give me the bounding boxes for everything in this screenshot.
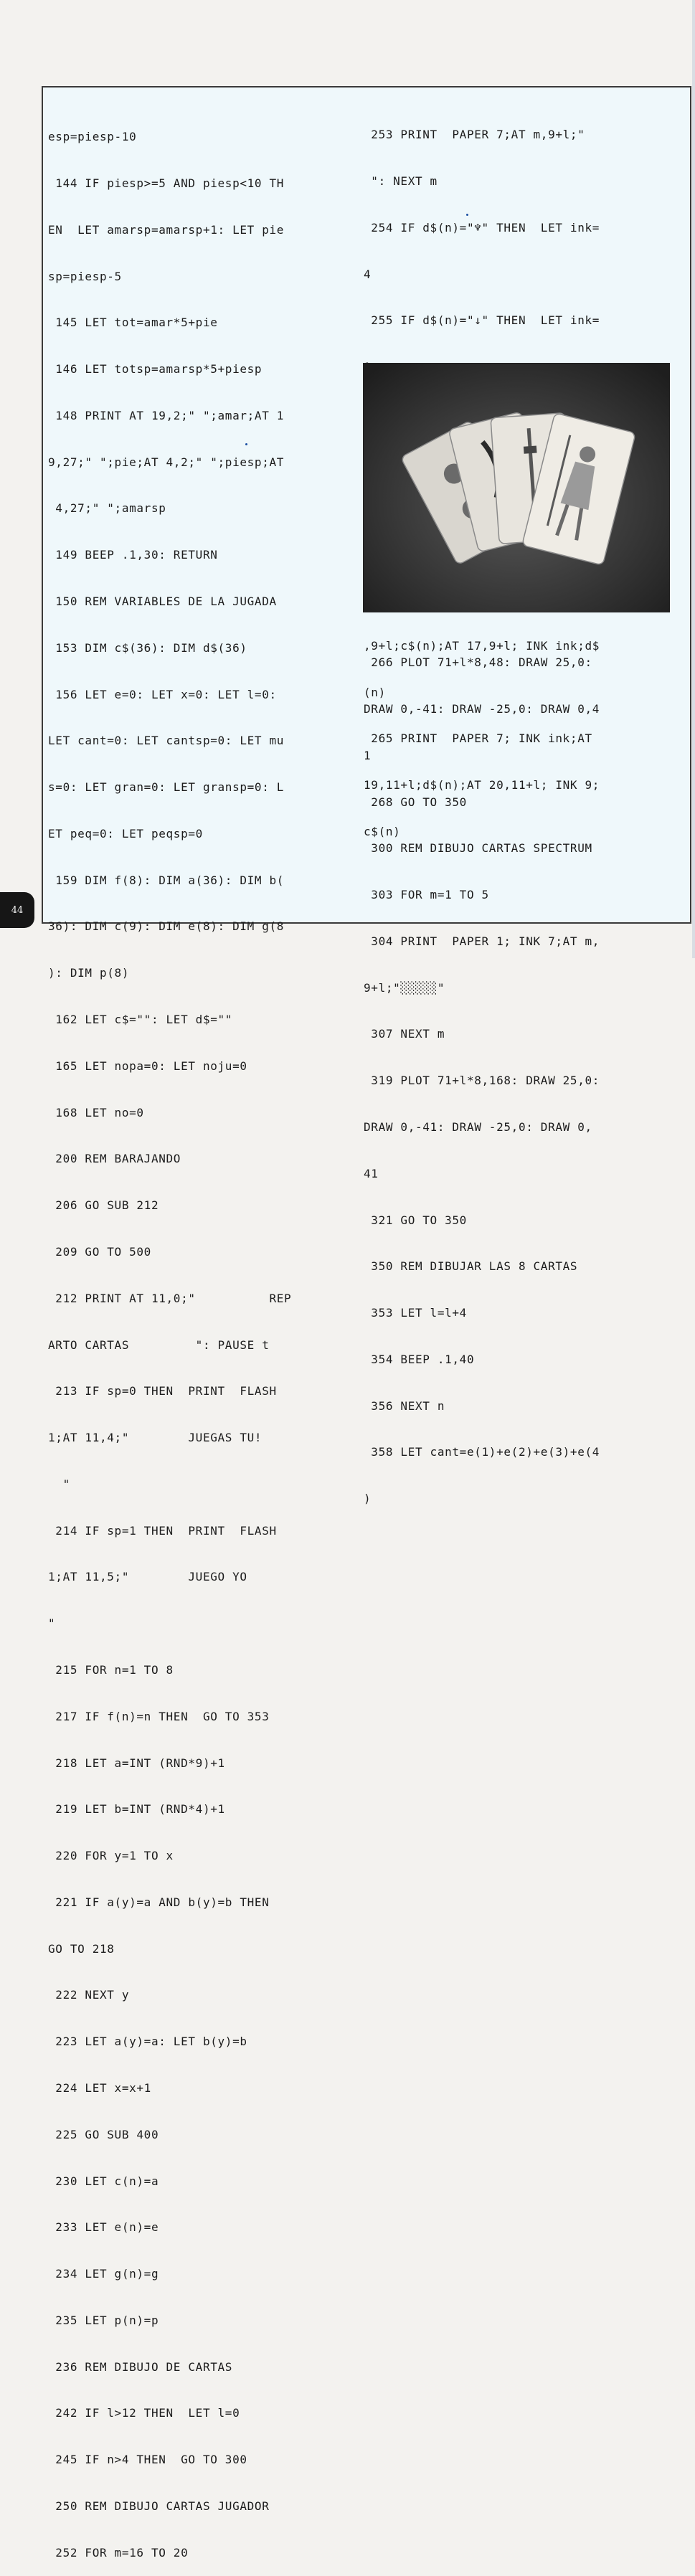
code-line: 219 LET b=INT (RND*4)+1 [48, 1802, 225, 1817]
code-line: 215 FOR n=1 TO 8 [48, 1662, 174, 1677]
code-line: 321 GO TO 350 [364, 1213, 467, 1227]
print-speck [245, 443, 247, 445]
code-line: 36): DIM c(9): DIM e(8): DIM g(8 [48, 919, 285, 934]
code-line: ,9+l;c$(n);AT 17,9+l; INK ink;d$ [364, 638, 600, 653]
code-line: 265 PRINT PAPER 7; INK ink;AT [364, 731, 592, 746]
code-line: 206 GO SUB 212 [48, 1198, 159, 1213]
page-number: 44 [11, 904, 24, 916]
code-line: (n) [364, 685, 386, 699]
code-line: 213 IF sp=0 THEN PRINT FLASH [48, 1384, 277, 1398]
code-line: 159 DIM f(8): DIM a(36): DIM b( [48, 873, 285, 887]
code-line: 266 PLOT 71+l*8,48: DRAW 25,0: [364, 655, 592, 670]
code-line: 165 LET nopa=0: LET noju=0 [48, 1059, 247, 1073]
code-line: ET peq=0: LET peqsp=0 [48, 826, 203, 840]
code-line: 212 PRINT AT 11,0;" REP [48, 1291, 292, 1305]
code-line: 9+l;"░░░░░" [364, 980, 445, 995]
code-line: 4,27;" ";amarsp [48, 501, 166, 516]
code-line: 168 LET no=0 [48, 1105, 144, 1119]
code-line: 222 NEXT y [48, 1988, 130, 2002]
code-line: 234 LET g(n)=g [48, 2267, 159, 2281]
code-line: 354 BEEP .1,40 [364, 1352, 475, 1366]
code-line: 225 GO SUB 400 [48, 2127, 159, 2141]
code-line: 145 LET tot=amar*5+pie [48, 316, 218, 330]
code-line: 9,27;" ";pie;AT 4,2;" ";piesp;AT [48, 455, 285, 469]
code-line: 235 LET p(n)=p [48, 2313, 159, 2327]
code-line: 41 [364, 1166, 379, 1180]
code-line: ARTO CARTAS ": PAUSE t [48, 1337, 270, 1352]
code-line: LET cant=0: LET cantsp=0: LET mu [48, 734, 285, 748]
code-line: 236 REM DIBUJO DE CARTAS [48, 2359, 233, 2374]
code-line: 350 REM DIBUJAR LAS 8 CARTAS [364, 1259, 578, 1274]
code-line: GO TO 218 [48, 1941, 115, 1956]
code-line: ): DIM p(8) [48, 966, 130, 980]
code-line: 214 IF sp=1 THEN PRINT FLASH [48, 1523, 277, 1538]
code-line: 356 NEXT n [364, 1398, 445, 1413]
page-edge-stripe [692, 0, 695, 958]
code-line: 162 LET c$="": LET d$="" [48, 1013, 233, 1027]
code-line: 200 REM BARAJANDO [48, 1152, 181, 1166]
code-line: 254 IF d$(n)="♆" THEN LET ink= [364, 220, 600, 235]
code-line: 149 BEEP .1,30: RETURN [48, 548, 218, 562]
code-line: ": NEXT m [364, 174, 438, 188]
code-line: EN LET amarsp=amarsp+1: LET pie [48, 222, 285, 237]
code-line: 209 GO TO 500 [48, 1244, 151, 1259]
code-line: 156 LET e=0: LET x=0: LET l=0: [48, 687, 277, 701]
code-line: 242 IF l>12 THEN LET l=0 [48, 2406, 240, 2420]
code-line: 19,11+l;d$(n);AT 20,11+l; INK 9; [364, 778, 600, 792]
code-line: 303 FOR m=1 TO 5 [364, 888, 489, 902]
code-line: sp=piesp-5 [48, 269, 122, 283]
code-line: 4 [364, 267, 372, 281]
code-line: 1;AT 11,4;" JUEGAS TU! [48, 1431, 263, 1445]
code-line: 144 IF piesp>=5 AND piesp<10 TH [48, 176, 285, 190]
code-line: ) [364, 1492, 372, 1506]
code-line: 253 PRINT PAPER 7;AT m,9+l;" [364, 128, 585, 142]
code-line: 220 FOR y=1 TO x [48, 1849, 174, 1863]
playing-cards-photo [363, 363, 670, 612]
code-line: 358 LET cant=e(1)+e(2)+e(3)+e(4 [364, 1445, 600, 1459]
code-line: DRAW 0,-41: DRAW -25,0: DRAW 0, [364, 1120, 592, 1134]
code-line: 1;AT 11,5;" JUEGO YO [48, 1570, 247, 1584]
code-line: 304 PRINT PAPER 1; INK 7;AT m, [364, 934, 600, 948]
code-line: 224 LET x=x+1 [48, 2081, 151, 2095]
code-line: 218 LET a=INT (RND*9)+1 [48, 1756, 225, 1770]
page-number-badge [0, 892, 34, 928]
code-line: 252 FOR m=16 TO 20 [48, 2545, 189, 2560]
code-line: 221 IF a(y)=a AND b(y)=b THEN [48, 1895, 270, 1909]
code-line: 319 PLOT 71+l*8,168: DRAW 25,0: [364, 1074, 600, 1088]
listing-left-column [48, 98, 291, 2576]
code-line: esp=piesp-10 [48, 130, 137, 144]
code-line: 148 PRINT AT 19,2;" ";amar;AT 1 [48, 408, 285, 422]
code-line: 255 IF d$(n)="↓" THEN LET ink= [364, 313, 600, 328]
code-line: s=0: LET gran=0: LET gransp=0: L [48, 780, 285, 795]
code-line: 146 LET totsp=amarsp*5+piesp [48, 362, 263, 377]
code-line: 217 IF f(n)=n THEN GO TO 353 [48, 1709, 270, 1723]
code-line: 153 DIM c$(36): DIM d$(36) [48, 640, 247, 655]
code-line: 300 REM DIBUJO CARTAS SPECTRUM [364, 841, 592, 856]
code-line: 353 LET l=l+4 [364, 1306, 467, 1320]
code-line: 268 GO TO 350 [364, 795, 467, 809]
print-speck [466, 214, 468, 216]
code-line: 150 REM VARIABLES DE LA JUGADA [48, 595, 277, 608]
code-line: 307 NEXT m [364, 1027, 445, 1041]
code-line: 250 REM DIBUJO CARTAS JUGADOR [48, 2499, 270, 2514]
code-line: 223 LET a(y)=a: LET b(y)=b [48, 2035, 247, 2049]
code-line: 1 [364, 748, 372, 762]
code-line: 245 IF n>4 THEN GO TO 300 [48, 2453, 247, 2467]
code-line: c$(n) [364, 824, 401, 838]
playing-cards-illustration [364, 364, 669, 612]
code-line: " [48, 1477, 70, 1491]
code-line: DRAW 0,-41: DRAW -25,0: DRAW 0,4 [364, 701, 600, 716]
code-line: 233 LET e(n)=e [48, 2220, 159, 2235]
code-line: " [48, 1616, 56, 1631]
listing-right-column-bottom [364, 624, 600, 1522]
code-line: 230 LET c(n)=a [48, 2174, 159, 2188]
